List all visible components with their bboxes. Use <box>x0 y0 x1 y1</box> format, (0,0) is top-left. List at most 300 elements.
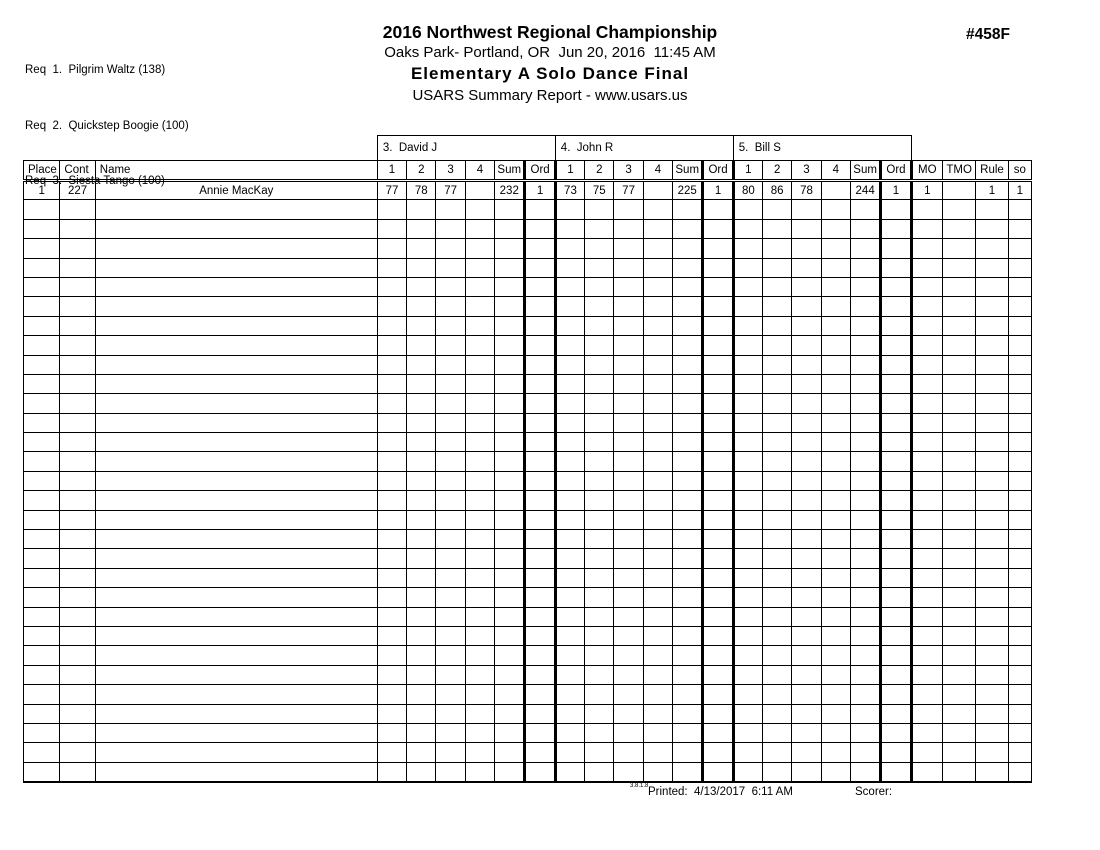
score-cell <box>407 355 436 374</box>
score-cell <box>792 394 821 413</box>
score-cell <box>407 297 436 316</box>
sum-cell <box>673 685 703 704</box>
table-row <box>24 355 1032 374</box>
score-cell <box>436 685 465 704</box>
score-cell <box>763 200 792 219</box>
score-cell <box>436 568 465 587</box>
ord-cell <box>881 452 911 471</box>
score-cell <box>821 685 850 704</box>
score-cell <box>465 336 494 355</box>
score-cell <box>377 568 406 587</box>
score-cell <box>733 588 762 607</box>
score-cell <box>733 433 762 452</box>
sum-cell <box>673 336 703 355</box>
ord-cell <box>881 530 911 549</box>
so-cell <box>1008 588 1031 607</box>
score-cell <box>585 336 614 355</box>
score-cell <box>792 374 821 393</box>
score-cell <box>377 588 406 607</box>
sum-cell <box>495 239 525 258</box>
place-cell <box>24 510 60 529</box>
so-cell <box>1008 471 1031 490</box>
rule-cell <box>976 374 1008 393</box>
tmo-cell <box>942 181 975 200</box>
score-cell <box>465 743 494 762</box>
score-cell <box>763 626 792 645</box>
ord-cell <box>703 336 733 355</box>
tmo-cell <box>942 762 975 781</box>
mo-cell <box>911 394 942 413</box>
ord-cell <box>881 685 911 704</box>
name-cell <box>95 219 377 238</box>
so-cell <box>1008 277 1031 296</box>
score-cell <box>733 277 762 296</box>
tmo-cell <box>942 413 975 432</box>
score-cell <box>643 685 672 704</box>
ord-cell: 1 <box>703 181 733 200</box>
score-cell <box>555 277 584 296</box>
sum-cell <box>673 588 703 607</box>
ord-cell <box>525 239 555 258</box>
cont-cell <box>60 471 95 490</box>
cont-cell <box>60 743 95 762</box>
mo-cell <box>911 530 942 549</box>
score-cell <box>585 297 614 316</box>
ord-cell <box>525 646 555 665</box>
score-cell <box>555 471 584 490</box>
sum-cell <box>850 258 880 277</box>
cont-header: Cont <box>60 161 95 181</box>
score-cell <box>436 258 465 277</box>
judge-name-cell-1: 3. David J <box>377 136 555 161</box>
so-cell <box>1008 239 1031 258</box>
rule-cell <box>976 452 1008 471</box>
score-cell <box>614 336 643 355</box>
score-cell <box>407 549 436 568</box>
ord-cell <box>703 316 733 335</box>
mo-cell <box>911 297 942 316</box>
score-cell <box>643 219 672 238</box>
score-cell <box>585 433 614 452</box>
cont-cell <box>60 665 95 684</box>
score-cell <box>555 200 584 219</box>
judge-name-cell-3: 5. Bill S <box>733 136 911 161</box>
score-cell: 80 <box>733 181 762 200</box>
score-cell <box>821 626 850 645</box>
sum-cell: 244 <box>850 181 880 200</box>
name-cell <box>95 588 377 607</box>
score-cell <box>733 723 762 742</box>
score-cell <box>377 549 406 568</box>
score-cell <box>614 433 643 452</box>
score-cell <box>436 433 465 452</box>
score-cell <box>585 588 614 607</box>
ord-cell <box>525 336 555 355</box>
sum-cell: 232 <box>495 181 525 200</box>
score-cell <box>436 607 465 626</box>
score-cell <box>585 219 614 238</box>
tmo-cell <box>942 549 975 568</box>
sum-cell <box>495 200 525 219</box>
ord-cell <box>525 471 555 490</box>
name-cell <box>95 316 377 335</box>
score-cell <box>763 374 792 393</box>
score-cell <box>763 452 792 471</box>
so-header: so <box>1008 161 1031 181</box>
score-cell <box>821 200 850 219</box>
cont-cell <box>60 685 95 704</box>
name-cell <box>95 530 377 549</box>
sum-cell <box>850 646 880 665</box>
sum-cell <box>850 336 880 355</box>
score-cell <box>436 743 465 762</box>
sum-cell <box>673 530 703 549</box>
score-cell <box>821 665 850 684</box>
sum-cell <box>495 762 525 781</box>
score-cell <box>377 355 406 374</box>
score-cell: 73 <box>555 181 584 200</box>
score-cell <box>733 607 762 626</box>
score-cell <box>377 374 406 393</box>
score-cell <box>465 646 494 665</box>
name-cell <box>95 336 377 355</box>
sum-cell <box>495 491 525 510</box>
mo-cell <box>911 336 942 355</box>
score-cell <box>407 394 436 413</box>
score-cell <box>465 394 494 413</box>
score-cell <box>821 394 850 413</box>
so-cell <box>1008 549 1031 568</box>
so-cell <box>1008 510 1031 529</box>
rule-cell <box>976 549 1008 568</box>
sum-cell <box>850 200 880 219</box>
score-cell <box>614 626 643 645</box>
score-cell <box>555 588 584 607</box>
so-cell <box>1008 743 1031 762</box>
score-cell <box>377 433 406 452</box>
score-cell <box>763 336 792 355</box>
score-cell <box>436 316 465 335</box>
mo-cell: 1 <box>911 181 942 200</box>
cont-cell: 227 <box>60 181 95 200</box>
tmo-cell <box>942 433 975 452</box>
judge-header-row <box>24 136 1032 161</box>
cont-cell <box>60 452 95 471</box>
so-cell <box>1008 723 1031 742</box>
score-cell <box>436 626 465 645</box>
table-row <box>24 239 1032 258</box>
score-cell <box>643 239 672 258</box>
score-cell <box>763 355 792 374</box>
rule-cell <box>976 239 1008 258</box>
name-cell: Annie MacKay <box>95 181 377 200</box>
sum-cell <box>495 723 525 742</box>
report-header <box>0 22 1100 106</box>
printed-timestamp: Printed: 4/13/2017 6:11 AM <box>648 786 793 798</box>
score-cell: 78 <box>407 181 436 200</box>
score-cell <box>643 588 672 607</box>
score-cell <box>465 200 494 219</box>
score-cell <box>643 723 672 742</box>
ord-cell <box>703 471 733 490</box>
score-cell <box>792 626 821 645</box>
score-cell <box>614 646 643 665</box>
place-cell <box>24 665 60 684</box>
score-cell <box>643 549 672 568</box>
sum-cell <box>495 433 525 452</box>
table-row <box>24 452 1032 471</box>
so-cell: 1 <box>1008 181 1031 200</box>
tmo-cell <box>942 336 975 355</box>
table-row <box>24 200 1032 219</box>
score-cell <box>792 646 821 665</box>
score-cell <box>733 568 762 587</box>
tmo-cell <box>942 374 975 393</box>
score-cell <box>465 588 494 607</box>
mo-cell <box>911 665 942 684</box>
cont-cell <box>60 413 95 432</box>
column-header-row <box>24 161 1032 181</box>
score-cell <box>436 413 465 432</box>
score-cell <box>821 704 850 723</box>
sum-cell <box>495 219 525 238</box>
score-cell <box>585 646 614 665</box>
ord-cell <box>703 685 733 704</box>
score-cell <box>821 219 850 238</box>
score-cell <box>377 336 406 355</box>
sum-cell <box>850 452 880 471</box>
score-cell <box>436 336 465 355</box>
score-cell <box>436 491 465 510</box>
name-cell <box>95 646 377 665</box>
score-cell <box>585 316 614 335</box>
score-cell <box>407 277 436 296</box>
score-cell <box>821 277 850 296</box>
rule-cell <box>976 277 1008 296</box>
so-cell <box>1008 316 1031 335</box>
score-cell <box>436 762 465 781</box>
score-cell <box>555 374 584 393</box>
score-cell <box>792 588 821 607</box>
place-cell <box>24 626 60 645</box>
so-cell <box>1008 374 1031 393</box>
table-row <box>24 743 1032 762</box>
score-cell <box>555 355 584 374</box>
ord-cell <box>881 743 911 762</box>
score-cell <box>792 471 821 490</box>
tmo-cell <box>942 743 975 762</box>
score-cell <box>821 355 850 374</box>
sum-cell <box>850 471 880 490</box>
sum-cell <box>495 549 525 568</box>
score-cell <box>465 762 494 781</box>
mo-cell <box>911 200 942 219</box>
mo-cell <box>911 685 942 704</box>
mo-cell <box>911 723 942 742</box>
name-cell <box>95 704 377 723</box>
name-cell <box>95 743 377 762</box>
ord-cell <box>703 588 733 607</box>
score-cell <box>465 316 494 335</box>
sum-cell <box>850 607 880 626</box>
score-cell <box>555 258 584 277</box>
ord-cell <box>703 219 733 238</box>
ord-cell <box>881 491 911 510</box>
mo-cell <box>911 588 942 607</box>
ord-cell <box>525 743 555 762</box>
score-cell <box>792 723 821 742</box>
ord-cell <box>525 510 555 529</box>
ord-cell <box>703 530 733 549</box>
score-cell <box>465 297 494 316</box>
ord-cell <box>703 491 733 510</box>
ord-header: Ord <box>525 161 555 181</box>
place-cell <box>24 530 60 549</box>
ord-cell <box>881 549 911 568</box>
ord-cell <box>881 471 911 490</box>
score-cell <box>792 530 821 549</box>
score-cell <box>792 568 821 587</box>
cont-cell <box>60 355 95 374</box>
ord-cell <box>703 549 733 568</box>
place-cell <box>24 200 60 219</box>
score-cell <box>821 762 850 781</box>
sum-cell <box>673 665 703 684</box>
score-cell <box>821 239 850 258</box>
score-cell <box>407 200 436 219</box>
sum-cell <box>673 646 703 665</box>
score-cell <box>614 277 643 296</box>
cont-cell <box>60 626 95 645</box>
score-cell <box>643 646 672 665</box>
score-cell <box>763 646 792 665</box>
ord-cell <box>881 723 911 742</box>
score-cell <box>436 549 465 568</box>
score-cell <box>792 762 821 781</box>
cont-cell <box>60 549 95 568</box>
trial-header: 4 <box>465 161 494 181</box>
table-row <box>24 374 1032 393</box>
place-cell <box>24 471 60 490</box>
score-cell <box>733 549 762 568</box>
score-cell <box>585 665 614 684</box>
name-cell <box>95 471 377 490</box>
rule-cell <box>976 336 1008 355</box>
score-cell <box>763 433 792 452</box>
ord-cell <box>881 394 911 413</box>
rule-cell <box>976 433 1008 452</box>
ord-cell <box>881 297 911 316</box>
sum-cell <box>850 626 880 645</box>
score-cell <box>555 762 584 781</box>
score-cell <box>792 704 821 723</box>
sum-cell <box>673 277 703 296</box>
score-cell <box>377 316 406 335</box>
cont-cell <box>60 762 95 781</box>
score-cell <box>465 704 494 723</box>
cont-cell <box>60 239 95 258</box>
so-cell <box>1008 530 1031 549</box>
score-cell <box>377 685 406 704</box>
sum-cell <box>850 355 880 374</box>
score-cell <box>614 355 643 374</box>
ord-header: Ord <box>703 161 733 181</box>
cont-cell <box>60 219 95 238</box>
so-cell <box>1008 607 1031 626</box>
mo-header: MO <box>911 161 942 181</box>
cont-cell <box>60 277 95 296</box>
name-cell <box>95 510 377 529</box>
summary-table <box>23 135 1032 783</box>
score-cell <box>555 704 584 723</box>
score-cell <box>643 374 672 393</box>
score-cell <box>643 452 672 471</box>
place-cell <box>24 336 60 355</box>
score-cell <box>733 316 762 335</box>
tmo-cell <box>942 704 975 723</box>
judge-name-cell-2: 4. John R <box>555 136 733 161</box>
ord-cell <box>881 355 911 374</box>
ord-cell <box>881 374 911 393</box>
sum-cell <box>495 530 525 549</box>
ord-cell <box>881 762 911 781</box>
place-cell <box>24 491 60 510</box>
score-cell <box>792 665 821 684</box>
score-cell <box>465 355 494 374</box>
score-cell <box>585 200 614 219</box>
mo-cell <box>911 549 942 568</box>
place-cell <box>24 277 60 296</box>
score-cell <box>763 743 792 762</box>
score-cell <box>614 258 643 277</box>
score-cell <box>643 316 672 335</box>
name-cell <box>95 200 377 219</box>
score-cell <box>821 743 850 762</box>
score-cell <box>585 530 614 549</box>
tmo-header: TMO <box>942 161 975 181</box>
ord-cell <box>881 568 911 587</box>
score-cell <box>555 607 584 626</box>
score-cell <box>377 743 406 762</box>
sum-cell <box>673 607 703 626</box>
score-cell <box>465 549 494 568</box>
score-cell <box>377 530 406 549</box>
cont-cell <box>60 394 95 413</box>
ord-cell <box>881 646 911 665</box>
ord-cell <box>525 297 555 316</box>
rule-cell <box>976 219 1008 238</box>
sum-cell <box>673 239 703 258</box>
sum-cell <box>673 549 703 568</box>
score-cell <box>377 704 406 723</box>
score-cell <box>555 685 584 704</box>
score-cell <box>821 491 850 510</box>
so-cell <box>1008 646 1031 665</box>
score-cell <box>377 219 406 238</box>
scorer-label: Scorer: <box>855 786 893 798</box>
rule-cell <box>976 491 1008 510</box>
trial-header: 3 <box>792 161 821 181</box>
ord-cell <box>525 626 555 645</box>
sum-cell <box>850 510 880 529</box>
place-cell <box>24 258 60 277</box>
score-cell <box>555 665 584 684</box>
score-cell <box>643 665 672 684</box>
score-cell <box>792 355 821 374</box>
mo-cell <box>911 219 942 238</box>
place-cell <box>24 374 60 393</box>
score-cell <box>555 413 584 432</box>
